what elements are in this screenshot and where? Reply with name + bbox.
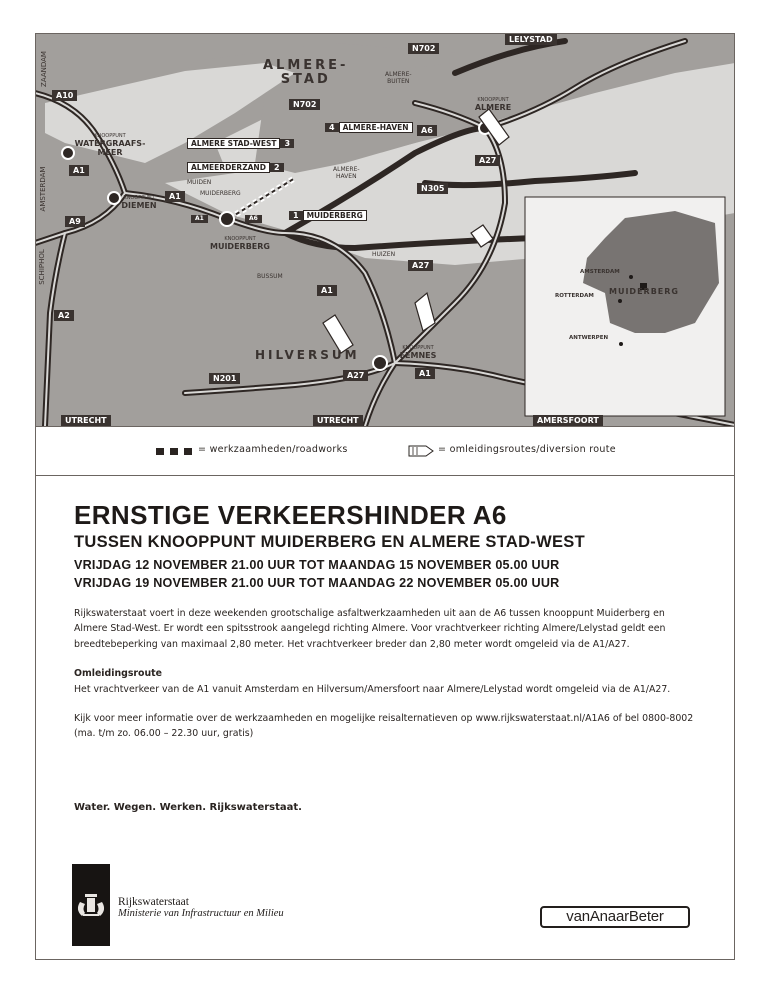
road-tag-a27: A27 xyxy=(408,260,433,271)
exit-number: 4 xyxy=(325,123,339,132)
inset-rotterdam: ROTTERDAM xyxy=(555,293,594,299)
exit-name: ALMERE STAD-WEST xyxy=(187,138,280,149)
inset-antwerpen: ANTWERPEN xyxy=(569,335,609,341)
road-tag-a10: A10 xyxy=(52,90,77,101)
road-tag-n702: N702 xyxy=(289,99,320,110)
legend-diversion: = omleidingsroutes/diversion route xyxy=(438,444,616,455)
exit-name: ALMEERDERZAND xyxy=(187,162,270,173)
road-tag-n702: N702 xyxy=(408,43,439,54)
knooppunt-prefix: KNOOPPUNT xyxy=(123,195,155,201)
info-text: Kijk voor meer informatie over de werkzaamheden en mogelijke reisalternatieven op www.rijkswaterstaat.nl/A1A6 of bel 0800-8002 (ma. t/m zo. 06.00 – 22.30 uur, gratis) xyxy=(74,713,694,740)
edge-label-schiphol: SCHIPHOL xyxy=(38,249,46,285)
road-tag-a1: A1 xyxy=(317,285,337,296)
place-almere-buiten: ALMERE- BUITEN xyxy=(385,71,412,85)
road-tag-a6: A6 xyxy=(417,125,437,136)
edge-label-amersfoort: AMERSFOORT xyxy=(533,415,603,426)
exit-name: ALMERE-HAVEN xyxy=(339,122,413,133)
org-name: Rijkswaterstaat xyxy=(118,896,189,908)
knooppunt-prefix: KNOOPPUNT xyxy=(402,345,434,351)
knooppunt-prefix: KNOOPPUNT xyxy=(224,236,256,242)
city-hilversum: HILVERSUM xyxy=(255,348,360,362)
knooppunt-name: ALMERE xyxy=(474,103,512,112)
knooppunt-prefix: KNOOPPUNT xyxy=(94,133,126,139)
edge-label-utrecht-left: UTRECHT xyxy=(61,415,111,426)
ministry-name: Ministerie van Infrastructuur en Milieu xyxy=(118,908,284,919)
edge-label-zaandam: ZAANDAM xyxy=(40,51,48,87)
notice-date-1: VRIJDAG 12 NOVEMBER 21.00 UUR TOT MAANDAG 15 NOVEMBER 05.00 UUR xyxy=(74,558,560,572)
notice-tagline: Water. Wegen. Werken. Rijkswaterstaat. xyxy=(74,801,302,813)
road-tag-a1: A1 xyxy=(165,191,185,202)
notice-intro: Rijkswaterstaat voert in deze weekenden grootschalige asfaltwerkzaamheden uit aan de A6 tussen knooppunt Muiderberg en Almere Stad-West. Er wordt een spitsstrook aangelegd richting Almere. Voor vrachtverkeer richting Almere/Lelystad geldt een breedtebeperking van maximaal 2,80 meter. Het vrachtverkeer breder dan 2,80 meter wordt omgeleid via de A1/A27. xyxy=(74,608,666,650)
notice-title: ERNSTIGE VERKEERSHINDER A6 xyxy=(74,500,507,530)
exit-number: 3 xyxy=(280,139,294,148)
road-tag-a2: A2 xyxy=(54,310,74,321)
notice-subtitle: TUSSEN KNOOPPUNT MUIDERBERG EN ALMERE STAD-WEST xyxy=(74,533,585,551)
road-tag-a9: A9 xyxy=(65,216,85,227)
inset-amsterdam: AMSTERDAM xyxy=(580,269,620,275)
road-tag-a1: A1 xyxy=(69,165,89,176)
exit-number: 1 xyxy=(289,211,303,220)
exit-name: MUIDERBERG xyxy=(303,210,367,221)
road-tag-n305: N305 xyxy=(417,183,448,194)
road-tag-a1: A1 xyxy=(191,215,208,223)
place-almere-haven: ALMERE- HAVEN xyxy=(333,166,360,180)
road-tag-a1: A1 xyxy=(415,368,435,379)
notice-date-2: VRIJDAG 19 NOVEMBER 21.00 UUR TOT MAANDAG 22 NOVEMBER 05.00 UUR xyxy=(74,576,560,590)
page-frame xyxy=(35,33,735,960)
knooppunt-name: MUIDERBERG xyxy=(210,242,270,251)
place-huizen: HUIZEN xyxy=(372,251,396,258)
road-tag-a27: A27 xyxy=(343,370,368,381)
knooppunt-name: EEMNES xyxy=(399,351,437,360)
city-almere-stad: ALMERE- STAD xyxy=(263,58,349,87)
inset-muiderberg: MUIDERBERG xyxy=(609,287,679,296)
road-tag-a27: A27 xyxy=(475,155,500,166)
edge-label-utrecht-mid: UTRECHT xyxy=(313,415,363,426)
route-text: Het vrachtverkeer van de A1 vanuit Amsterdam en Hilversum/Amersfoort naar Almere/Lelystad wordt omgeleid via de A1/A27. xyxy=(74,683,671,695)
knooppunt-prefix: KNOOPPUNT xyxy=(477,97,509,103)
legend-roadworks: = werkzaamheden/roadworks xyxy=(198,444,348,455)
road-tag-n201: N201 xyxy=(209,373,240,384)
edge-label-amsterdam: AMSTERDAM xyxy=(39,166,47,212)
knooppunt-name: WATERGRAAFS- MEER xyxy=(74,139,146,157)
road-tag-a6: A6 xyxy=(245,215,262,223)
edge-label-lelystad: LELYSTAD xyxy=(505,34,557,45)
knooppunt-name: DIEMEN xyxy=(121,201,157,210)
van-a-naar-beter-logo: vanAnaarBeter xyxy=(540,906,690,928)
place-muiderberg: MUIDERBERG xyxy=(200,190,241,197)
place-bussum: BUSSUM xyxy=(257,273,283,280)
place-muiden: MUIDEN xyxy=(187,179,212,186)
route-heading: Omleidingsroute xyxy=(74,668,162,680)
exit-number: 2 xyxy=(270,163,284,172)
